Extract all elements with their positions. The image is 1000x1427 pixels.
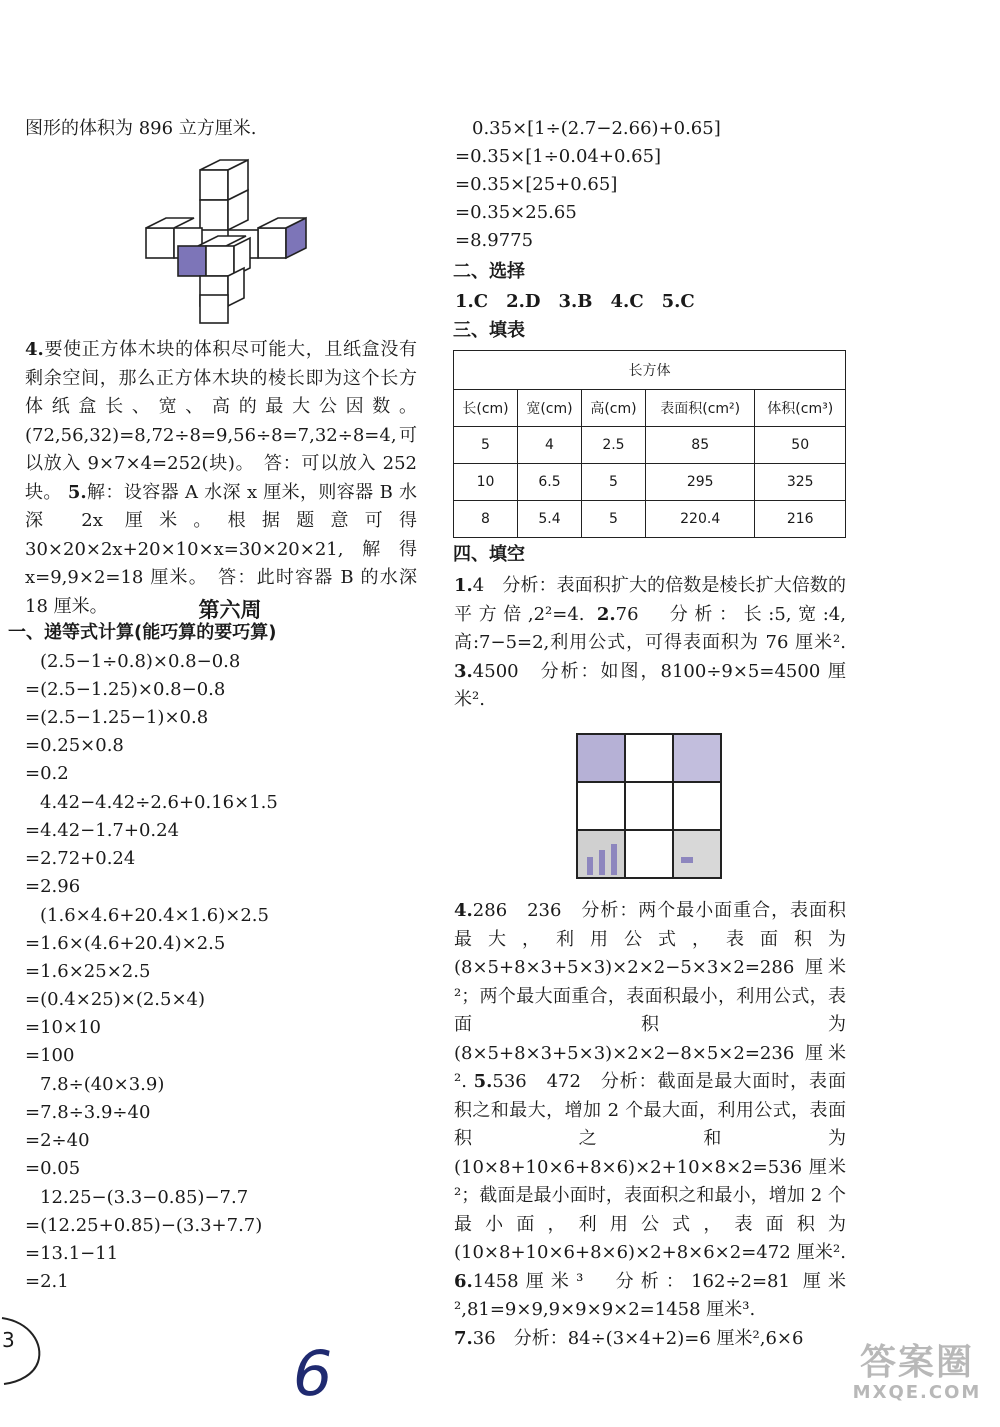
calc-line: =1.6×25×2.5	[25, 961, 151, 982]
watermark-url: MXQE.COM	[852, 1382, 982, 1403]
cube-cross-figure	[140, 150, 310, 325]
intro-line: 图形的体积为 896 立方厘米.	[25, 118, 257, 139]
calc-line: =2÷40	[25, 1130, 90, 1151]
f3-number: 3.	[454, 660, 473, 682]
q5-text: 解：设容器 A 水深 x 厘米，则容器 B 水深 2x 厘米。根据题意可得 30×20×2x+20×10×x=30×20×21,解得 x=9,9×2=18 厘米。 答：此时容器 B 的水深 18 厘米。	[25, 481, 417, 617]
table-cell: 5	[581, 464, 645, 501]
calc-line: 7.8÷(40×3.9)	[40, 1074, 165, 1095]
calc-line: =(0.4×25)×(2.5×4)	[25, 989, 206, 1010]
calc-line: (1.6×4.6+20.4×1.6)×2.5	[40, 905, 269, 926]
f6-number: 6.	[454, 1270, 473, 1292]
calc-line: =1.6×(4.6+20.4)×2.5	[25, 933, 226, 954]
f5-number: 5.	[473, 1071, 493, 1092]
f4-number: 4.	[454, 900, 473, 921]
table-header: 体积(cm³)	[755, 390, 846, 427]
table-cell: 50	[755, 427, 846, 464]
grid-figure	[575, 732, 723, 880]
calc-line: =8.9775	[455, 230, 534, 251]
calc-line: =0.05	[25, 1158, 81, 1179]
calc-line: =(2.5−1.25−1)×0.8	[25, 707, 209, 728]
section2-heading: 二、选择	[453, 261, 525, 282]
calc-line: =10×10	[25, 1017, 101, 1038]
calc-line: =13.1−11	[25, 1243, 119, 1264]
calc-line: =2.96	[25, 876, 81, 897]
week-title: 第六周	[198, 598, 262, 622]
section4-heading: 四、填空	[453, 544, 525, 565]
table-cell: 216	[755, 501, 846, 538]
table-header: 宽(cm)	[517, 390, 581, 427]
choice-answers: 1.C 2.D 3.B 4.C 5.C	[455, 291, 695, 312]
table-cell: 10	[454, 464, 518, 501]
f7-number: 7.	[454, 1327, 473, 1349]
table-cell: 325	[755, 464, 846, 501]
table-cell: 8	[454, 501, 518, 538]
f1-number: 1.	[454, 575, 473, 596]
section3-heading: 三、填表	[453, 320, 525, 341]
calc-line: =0.35×[25+0.65]	[455, 174, 618, 195]
handwritten-mark: 6	[286, 1337, 339, 1410]
table-row	[454, 464, 846, 501]
fill-answers-1-3	[454, 572, 846, 715]
q4-number: 4.	[25, 339, 44, 360]
watermark-logo-text: 答案圈	[859, 1342, 974, 1383]
table-cell: 5	[581, 501, 645, 538]
f7-text: 36 分析：84÷(3×4+2)=6 厘米²,6×6	[472, 1327, 804, 1349]
f2-number: 2.	[596, 603, 616, 625]
calc-line: =(12.25+0.85)−(3.3+7.7)	[25, 1215, 263, 1236]
f2-text: 76 分析：长:5,宽:4,高:7−5=2,利用公式，可得表面积为 76 厘米².	[454, 603, 846, 653]
fill-answers-4-7	[454, 897, 846, 1353]
calc-line: =0.25×0.8	[25, 735, 124, 756]
table-cell: 2.5	[581, 427, 645, 464]
cuboid-table	[453, 350, 846, 538]
q5-number: 5.	[67, 481, 87, 503]
calc-line: =0.35×[1÷0.04+0.65]	[455, 146, 662, 167]
f3-text: 4500 分析：如图，8100÷9×5=4500 厘米².	[454, 660, 846, 710]
q4-text: 要使正方体木块的体积尽可能大，且纸盒没有剩余空间，那么正方体木块的棱长即为这个长方体纸盒长、宽、高的最大公因数。(72,56,32)=8,72÷8=9,56÷8=7,32÷8=4,可以放入 9×7×4=252(块)。 答：可以放入 252 块。	[25, 339, 417, 503]
calc-line: =(2.5−1.25)×0.8−0.8	[25, 679, 226, 700]
answer-4-5-paragraph	[25, 336, 417, 621]
table-row	[454, 427, 846, 464]
table-cell: 4	[517, 427, 581, 464]
table-cell: 5.4	[517, 501, 581, 538]
calc-line: 4.42−4.42÷2.6+0.16×1.5	[40, 792, 278, 813]
table-cell: 85	[645, 427, 754, 464]
table-cell: 5	[454, 427, 518, 464]
calc-line: =4.42−1.7+0.24	[25, 820, 180, 841]
f5-text: 536 472 分析：截面是最大面时，表面积之和最大，增加 2 个最大面，利用公式，表面积之和为(10×8+10×6+8×6)×2+10×8×2=536 厘米²；截面是最小面时，表面积之和最小，增加 2 个最小面，利用公式，表面积为(10×8+10×6+8×6)×2+8×6×2=472 厘米².	[454, 1071, 846, 1263]
table-cell: 295	[645, 464, 754, 501]
watermark	[838, 1343, 996, 1403]
table-header: 长(cm)	[454, 390, 518, 427]
f4-text: 286 236 分析：两个最小面重合，表面积最大，利用公式，表面积为(8×5+8×3+5×3)×2×2−5×3×2=286 厘米²；两个最大面重合，表面积最小，利用公式，表面积为(8×5+8×3+5×3)×2×2−8×5×2=236 厘米².	[454, 900, 846, 1092]
calc-line: =0.2	[25, 763, 69, 784]
calc-line: 12.25−(3.3−0.85)−7.7	[40, 1187, 249, 1208]
table-caption: 长方体	[454, 351, 846, 390]
f1-text: 4 分析：表面积扩大的倍数是棱长扩大倍数的平方倍,2²=4.	[454, 575, 846, 625]
section1-heading: 一、递等式计算(能巧算的要巧算)	[8, 622, 277, 643]
table-row	[454, 501, 846, 538]
calc-line: =0.35×25.65	[455, 202, 577, 223]
calc-line: =100	[25, 1045, 75, 1066]
calc-line: =7.8÷3.9÷40	[25, 1102, 151, 1123]
table-cell: 220.4	[645, 501, 754, 538]
page-number: 3	[2, 1328, 15, 1352]
calc-line: (2.5−1÷0.8)×0.8−0.8	[40, 651, 241, 672]
calc-line: =2.72+0.24	[25, 848, 136, 869]
f6-text: 1458厘米³ 分析：162÷2=81 厘米²,81=9×9,9×9×9×2=1458 厘米³.	[454, 1270, 846, 1320]
calc-line: =2.1	[25, 1271, 69, 1292]
table-header: 高(cm)	[581, 390, 645, 427]
table-header: 表面积(cm²)	[645, 390, 754, 427]
table-cell: 6.5	[517, 464, 581, 501]
calc-line: 0.35×[1÷(2.7−2.66)+0.65]	[472, 118, 721, 139]
